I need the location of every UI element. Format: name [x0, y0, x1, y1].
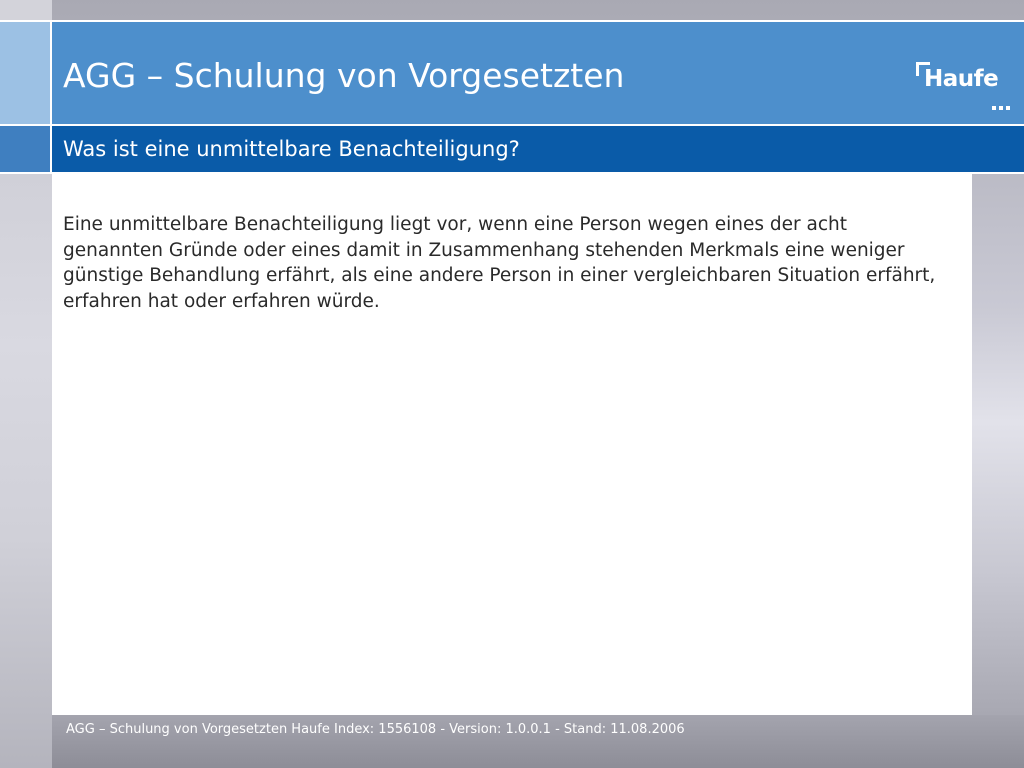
body-paragraph: Eine unmittelbare Benachteiligung liegt vor, wenn eine Person wegen eines der acht genannten Gründe oder eines damit in Zusammenhang stehenden Merkmals eine weniger günstige Behandlung erfährt, als eine andere Person in einer vergleichbaren Situation erfährt, erfahren hat oder erfahren würde. [63, 214, 936, 312]
haufe-logo [912, 58, 1012, 104]
subtitle-bar-accent-block [0, 126, 52, 172]
slide-title-bar [0, 20, 1024, 126]
footer-text: AGG – Schulung von Vorgesetzten Haufe Index: 1556108 - Version: 1.0.0.1 - Stand: 11.08.2006 [66, 722, 685, 737]
title-bar-accent-block [0, 22, 52, 124]
slide-subtitle: Was ist eine unmittelbare Benachteiligung? [63, 137, 520, 161]
logo-dots-icon [992, 95, 1014, 101]
logo-text: Haufe [924, 66, 999, 92]
slide-content-panel [52, 174, 972, 715]
slide-footer [52, 715, 1024, 768]
left-strip-top-band [0, 0, 52, 20]
slide-subtitle-bar [0, 126, 1024, 174]
slide-title: AGG – Schulung von Vorgesetzten [63, 56, 625, 95]
